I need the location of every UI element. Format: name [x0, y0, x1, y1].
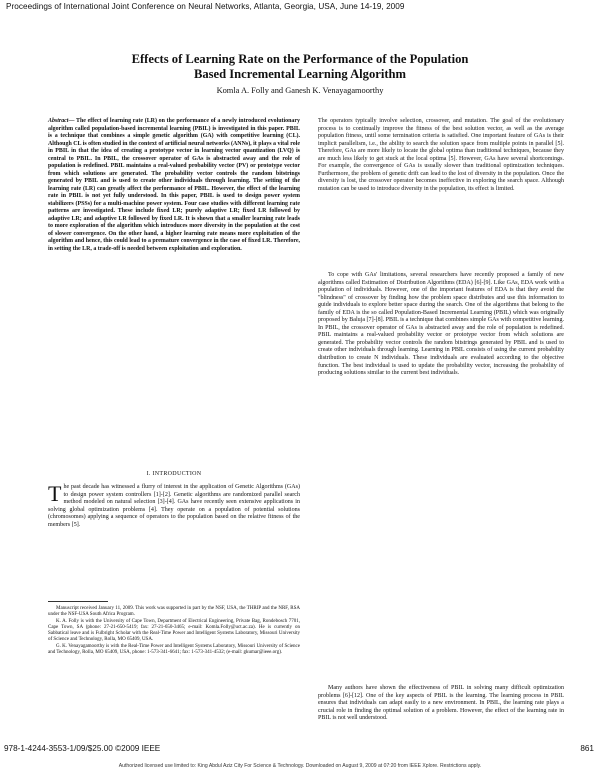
- conference-header: Proceedings of International Joint Conference on Neural Networks, Atlanta, Georgia, USA, June 14-19, 2009: [6, 2, 405, 11]
- title-line-1: Effects of Learning Rate on the Performance of the Population: [131, 52, 469, 66]
- footnote-rule: [48, 601, 108, 602]
- footnote-venayagamoorthy: G. K. Venayagamoorthy is with the Real-Time Power and Intelligent Systems Laboratory, Missouri University of Science and Technology, Rolla, MO 65409, USA, phone: 1-573-341-6641; fax: 1-573-341-4532; (e-mail: gkumar@ieee.org).: [48, 643, 300, 656]
- introduction-text: he past decade has witnessed a flurry of interest in the application of Genetic Algorithms (GAs) to design power system controllers [1]-[2]. Genetic algorithms are randomized parallel search method modeled on natural selection [3]-[4]. GAs have recently seen extensive applications in solving global optimization problems [4]. They operate on a population of potential solutions (chromosomes) applying a sequence of operators to the population based on the relative fitness of the members [5].: [48, 484, 300, 528]
- footnotes: [48, 606, 300, 656]
- introduction-paragraph: [48, 481, 300, 529]
- right-column-paragraph-1: The operators typically involve selection, crossover, and mutation. The goal of the evolutionary process is to continually improve the fitness of the best solution vector, as well as the average population fitness, until some termination criteria is satisfied. One important feature of GAs is their implicit parallelism, i.e., the ability to search the solution space from multiple points in parallel [5]. Therefore, GAs are more likely to locate the global optima than traditional techniques, because they are much less likely to get stuck at the local optima [5]. However, GAs have several shortcomings. For example, the convergence of GAs is usually slower than traditional optimization techniques. Furthermore, the problem of genetic drift can lead to the lost of diversity in the population. Once the diversity is lost, the crossover operator becomes ineffective in exploring the search space. Although mutation can be used to introduce diversity in the population, its effect is limited.: [318, 118, 564, 192]
- title-line-2: Based Incremental Learning Algorithm: [193, 67, 407, 81]
- right-column-paragraph-3: Many authors have shown the effectiveness of PBIL in solving many difficult optimization problems [6]-[12]. One of the key aspects of PBIL is the learning. The learning process in PBIL ensures that individuals can adapt easily to a new environment. In PBIL, the learning rate plays a crucial role in finding the optimal solution of a problem. However, the effect of the learning rate in PBIL is not well understood.: [318, 685, 564, 722]
- page-number: 861: [580, 744, 594, 753]
- section-heading-introduction: I. INTRODUCTION: [146, 471, 202, 477]
- footnote-manuscript: Manuscript received January 11, 2009. This work was supported in part by the NSF, USA, the THRIP and the NRF, RSA under the NSF-USA South Africa Program.: [48, 606, 300, 618]
- abstract-label: Abstract: [48, 118, 69, 124]
- isbn-footer: 978-1-4244-3553-1/09/$25.00 ©2009 IEEE: [4, 744, 161, 753]
- authors: Komla A. Folly and Ganesh K. Venayagamoorthy: [216, 86, 384, 95]
- footnote-folly: K. A. Folly is with the University of Cape Town, Department of Electrical Engineering, Private Bag, Rondebosch 7701, Cape Town, SA (phone: 27-21-650-5419; fax: 27-21-650-3465; e-mail: Komla.Folly@uct.ac.za). He is currently on Sabbatical leave and is Fulbright Scholar with the Real-Time Power and Intelligent Systems Laboratory, Missouri University of Science and Technology, Rolla, MO 65409, USA.: [48, 618, 300, 643]
- paper-title: [0, 52, 600, 82]
- abstract: [48, 118, 300, 253]
- license-notice: Authorized licensed use limited to: King Abdul Aziz City For Science & Technology. Downloaded on August 9, 2009 at 07:20 from IEEE Xplore. Restrictions apply.: [118, 763, 482, 769]
- abstract-text: — The effect of learning rate (LR) on the performance of a newly introduced evolutionary algorithm called population-based incremental learning (PBIL) is investigated in this paper. PBIL is a technique that combines a simple genetic algorithm (GA) with competitive learning (CL). Although CL is often studied in the context of artificial neural networks (ANNs), it plays a vital role in PBIL in that the idea of creating a prototype vector in learning vector quantization (LVQ) is central to PBIL. In PBIL, the crossover operator of GAs is abstracted away and the role of population is redefined. PBIL maintains a real-valued probability vector (PV) or prototype vector from which solutions are generated. The probability vector controls the random bitstrings generated by PBIL and is used to create other individuals through learning. The setting of the learning rate (LR) can greatly affect the performance of PBIL. However, the effect of the learning rate in PBIL is not yet fully understood. In this paper, PBIL is used to design power system stabilizers (PSSs) for a multi-machine power system. Four case studies with different learning rate patterns are investigated. These include fixed LR; purely adaptive LR; fixed LR followed by adaptive LR; and adaptive LR followed by fixed LR. It is shown that a smaller learning rate leads to more exploration of the algorithm which introduces more diversity in the population at the cost of slower convergence. On the other hand, a higher learning rate means more exploitation of the algorithm and hence, this could lead to a premature convergence in the case of fixed LR. Therefore, in setting the LR, a trade-off is needed between exploitation and exploration.: [48, 118, 300, 252]
- drop-cap: T: [48, 481, 62, 506]
- right-column-paragraph-2: To cope with GAs' limitations, several researchers have recently proposed a family of new algorithms called Estimation of Distribution Algorithms (EDA) [6]-[9]. Like GAs, EDA work with a population of individuals. However, one of the important features of EDA is that they avoid the "blindness" of crossover by finding how the problem space distributes and use this information to guide individuals to explore better space during the search. One of the algorithms that belong to the family of EDA is the so called Population-Based Incremental Learning (PBIL) which was originally proposed by Baluja [7]-[8]. PBIL is a technique that combines simple GAs with competitive learning. In PBIL, the crossover operator of GAs is abstracted away and the role of population is redefined. PBIL maintains a real-valued probability vector or prototype vector from which solutions are generated. The probability vector controls the random bitstrings generated by PBIL and is used to create other individuals through learning. Learning in PBIL consists of using the current probability distribution to create N individuals. These individuals are evaluated according to the objective function. The best individual is used to update the probability vector, increasing the probability of producing solutions similar to the current best individuals.: [318, 272, 564, 377]
